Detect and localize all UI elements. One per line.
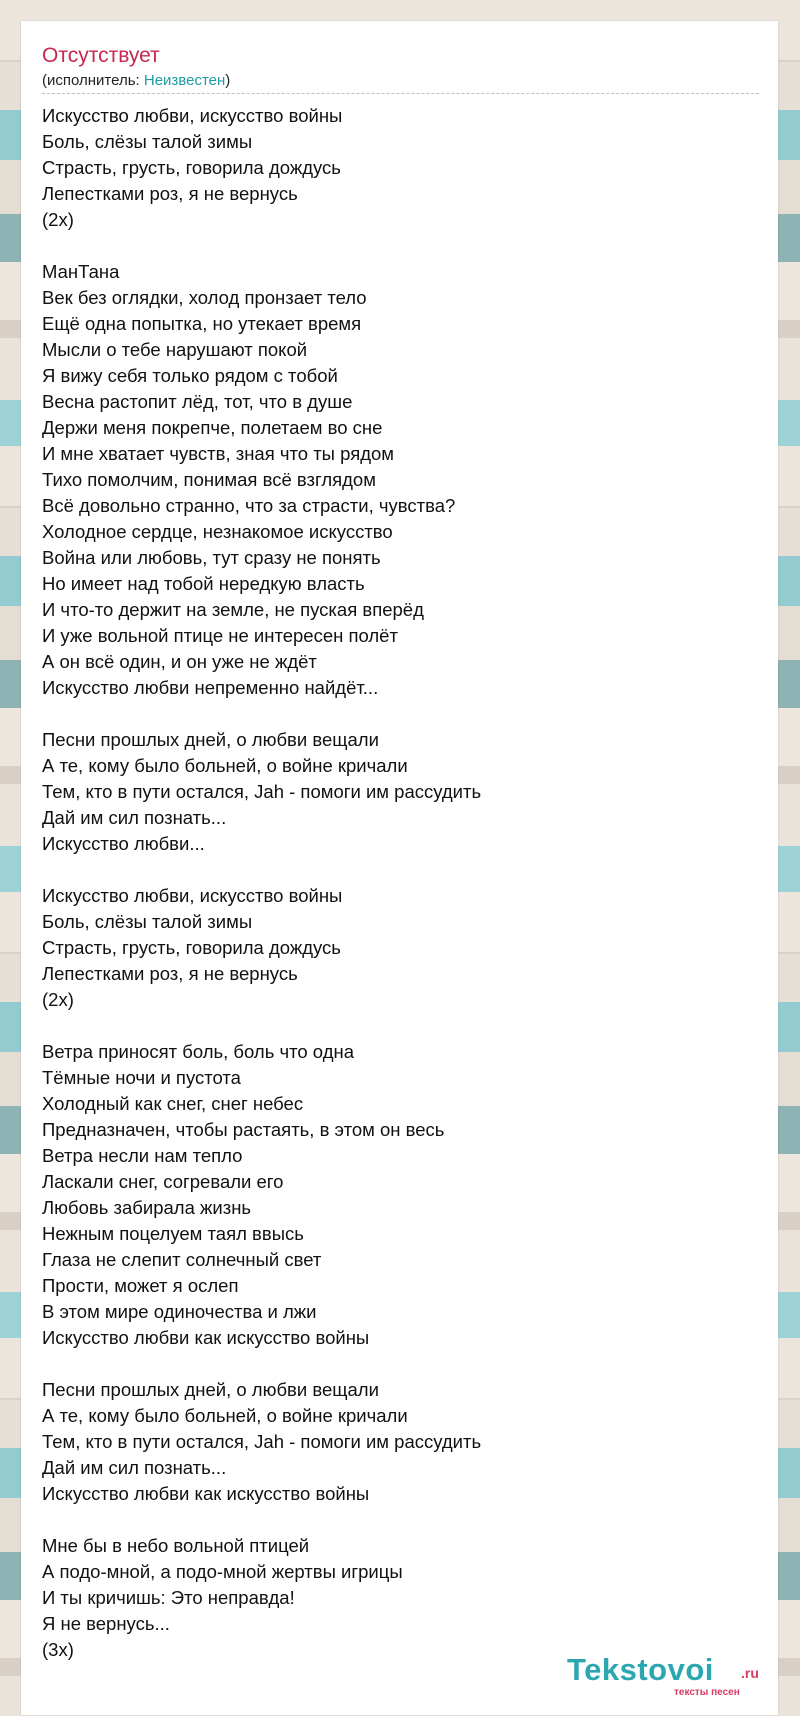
lyric-line: (2х) xyxy=(42,989,74,1010)
artist-link[interactable]: Неизвестен xyxy=(143,72,226,89)
lyric-line: Боль, слёзы талой зимы xyxy=(42,911,253,932)
lyric-line: И уже вольной птице не интересен полёт xyxy=(42,625,398,646)
lyric-line: Нежным поцелуем таял ввысь xyxy=(42,1223,304,1244)
lyric-line: Тёмные ночи и пустота xyxy=(42,1067,241,1088)
lyric-line: Весна растопит лёд, тот, что в душе xyxy=(42,391,353,412)
lyric-blank-line xyxy=(42,701,742,727)
logo-tagline: тексты песен xyxy=(674,1687,740,1698)
lyric-line: Страсть, грусть, говорила дождусь xyxy=(42,937,341,958)
lyric-line: Всё довольно странно, что за страсти, чувства? xyxy=(42,495,456,516)
lyric-line: Прости, может я ослеп xyxy=(42,1275,239,1296)
lyric-line: (2х) xyxy=(42,209,74,230)
lyric-blank-line xyxy=(42,1351,742,1377)
lyric-line: А он всё один, и он уже не ждёт xyxy=(42,651,317,672)
lyric-line: Песни прошлых дней, о любви вещали xyxy=(42,1379,379,1400)
lyric-line: Искусство любви непременно найдёт... xyxy=(42,677,379,698)
lyric-line: Тихо помолчим, понимая всё взглядом xyxy=(42,469,376,490)
lyric-blank-line xyxy=(42,233,742,259)
lyric-line: Мысли о тебе нарушают покой xyxy=(42,339,308,360)
lyrics-card xyxy=(21,21,778,1715)
lyric-line: Дай им сил познать... xyxy=(42,807,227,828)
lyric-line: Война или любовь, тут сразу не понять xyxy=(42,547,381,568)
artist-prefix: (исполнитель: xyxy=(42,72,144,89)
lyric-line: Я вижу себя только рядом с тобой xyxy=(42,365,338,386)
lyric-line: Любовь забирала жизнь xyxy=(42,1197,252,1218)
lyric-line: И что-то держит на земле, не пуская вперёд xyxy=(42,599,424,620)
lyric-line: А те, кому было больней, о войне кричали xyxy=(42,755,408,776)
lyric-line: Песни прошлых дней, о любви вещали xyxy=(42,729,379,750)
lyric-line: А те, кому было больней, о войне кричали xyxy=(42,1405,408,1426)
lyric-line: Тем, кто в пути остался, Jah - помоги им рассудить xyxy=(42,781,482,802)
lyric-line: Дай им сил познать... xyxy=(42,1457,227,1478)
lyric-blank-line xyxy=(42,1507,742,1533)
lyric-line: МанТана xyxy=(42,261,120,282)
lyric-line: И ты кричишь: Это неправда! xyxy=(42,1587,295,1608)
artist-suffix: ) xyxy=(225,72,231,89)
lyric-line: В этом мире одиночества и лжи xyxy=(42,1301,317,1322)
lyric-line: Страсть, грусть, говорила дождусь xyxy=(42,157,341,178)
lyric-line: Холодное сердце, незнакомое искусство xyxy=(42,521,393,542)
site-logo[interactable] xyxy=(567,1653,767,1703)
lyrics-body xyxy=(42,103,742,1663)
lyric-line: Век без оглядки, холод пронзает тело xyxy=(42,287,367,308)
lyric-line: Ветра несли нам тепло xyxy=(42,1145,243,1166)
lyric-line: Боль, слёзы талой зимы xyxy=(42,131,253,152)
lyric-line: (3х) xyxy=(42,1639,74,1660)
song-title: Отсутствует xyxy=(42,44,160,67)
lyric-line: Искусство любви, искусство войны xyxy=(42,105,343,126)
lyric-line: Мне бы в небо вольной птицей xyxy=(42,1535,310,1556)
lyric-line: Лепестками роз, я не вернусь xyxy=(42,963,298,984)
lyric-line: Искусство любви... xyxy=(42,833,205,854)
lyric-line: Ещё одна попытка, но утекает время xyxy=(42,313,362,334)
lyric-blank-line xyxy=(42,1013,742,1039)
logo-tld: .ru xyxy=(741,1665,759,1681)
lyric-line: Я не вернусь... xyxy=(42,1613,170,1634)
lyric-line: И мне хватает чувств, зная что ты рядом xyxy=(42,443,395,464)
lyric-line: Ветра приносят боль, боль что одна xyxy=(42,1041,354,1062)
lyric-line: А подо-мной, а подо-мной жертвы игрицы xyxy=(42,1561,403,1582)
lyric-line: Ласкали снег, согревали его xyxy=(42,1171,284,1192)
logo-name: Tekstovoi xyxy=(567,1652,714,1687)
lyric-blank-line xyxy=(42,857,742,883)
lyric-line: Лепестками роз, я не вернусь xyxy=(42,183,298,204)
lyric-line: Искусство любви как искусство войны xyxy=(42,1483,370,1504)
divider xyxy=(42,93,759,94)
lyric-line: Глаза не слепит солнечный свет xyxy=(42,1249,322,1270)
artist-line xyxy=(42,72,230,90)
lyric-line: Искусство любви, искусство войны xyxy=(42,885,343,906)
lyric-line: Но имеет над тобой нередкую власть xyxy=(42,573,365,594)
lyric-line: Предназначен, чтобы растаять, в этом он весь xyxy=(42,1119,445,1140)
lyric-line: Держи меня покрепче, полетаем во сне xyxy=(42,417,383,438)
lyric-line: Искусство любви как искусство войны xyxy=(42,1327,370,1348)
lyric-line: Холодный как снег, снег небес xyxy=(42,1093,304,1114)
lyric-line: Тем, кто в пути остался, Jah - помоги им рассудить xyxy=(42,1431,482,1452)
